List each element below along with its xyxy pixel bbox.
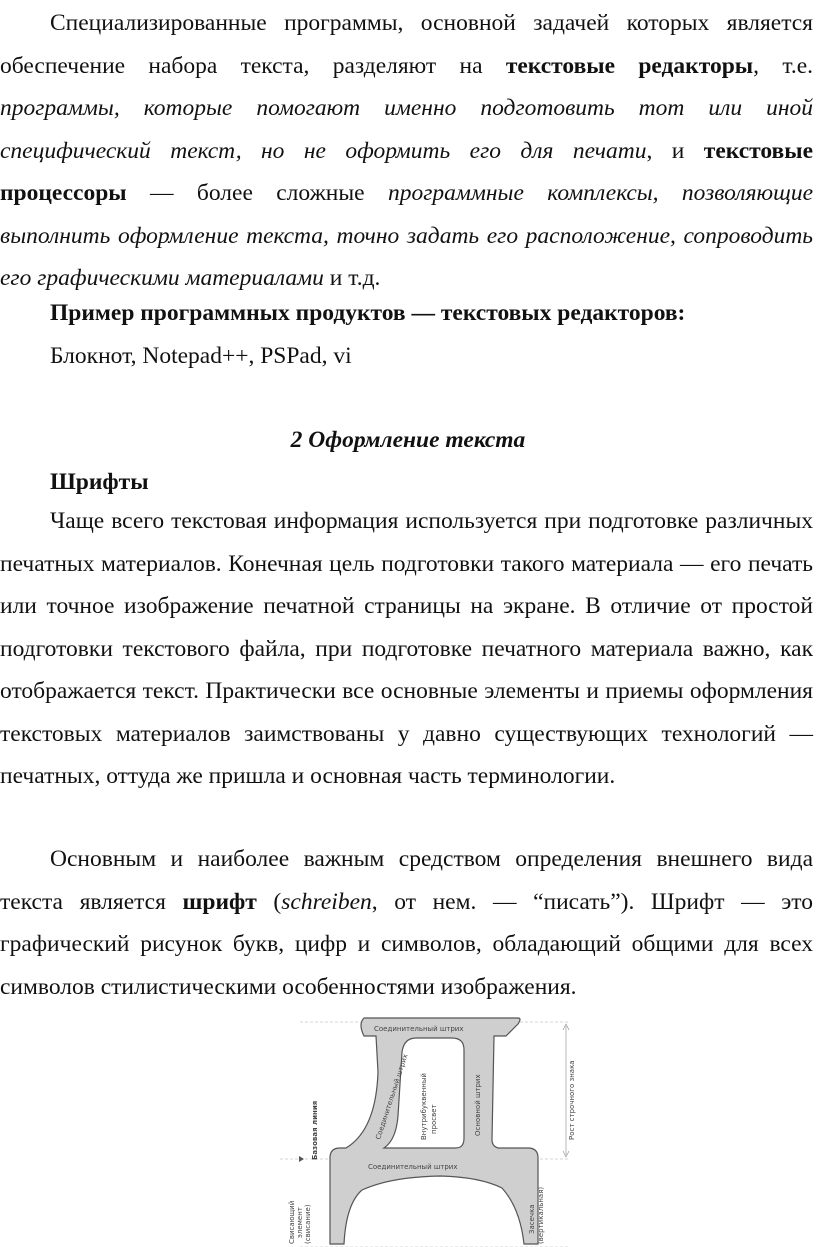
font-definition-paragraph [0,838,813,1008]
label-counter-2: просвет [430,1104,438,1134]
fonts-paragraph: Чаще всего текстовая информация используется при подготовке различных печатных материалов. Конечная цель подготовки такого материала — его печать или точное изображение печатной страницы на экране. В отличие от простой подготовки текстового файла, при подготовке печатного материала важно, как отображается текст. Практически все основные элементы и приемы оформления текстовых материалов заимствованы у давно существующих технологий — печатных, оттуда же пришла и основная часть терминологии. [0,508,813,789]
term-font: шрифт [182,888,257,915]
definition-text-processors: программные комплексы, позволяющие выполнить оформление текста, точно задать его расположение, сопроводить его графическими материалами [0,180,813,291]
text-run: , т.е. [753,52,814,79]
term-text-editors: текстовые редакторы [505,52,754,79]
examples-heading: Пример программных продуктов — текстовых редакторов: [50,300,686,326]
letter-anatomy-figure [280,1012,580,1247]
label-serif-1: Засечка [528,1204,536,1234]
label-serif-2: (вертикальная) [537,1186,545,1244]
label-top-stroke: Соединительный штрих [374,1025,464,1033]
examples-list: Блокнот, Notepad++, PSPad, vi [50,343,352,369]
term-schreiben: schreiben [281,888,372,915]
text-run: — более сложные [126,180,388,206]
section-title: 2 Оформление текста [290,427,526,453]
text-run: , и [646,137,704,164]
letter-anatomy-diagram [280,1012,580,1247]
label-hang-3: (свисание) [304,1204,312,1244]
label-cap-height: Рост строчного знака [568,1060,576,1140]
text-run: ( [256,888,282,915]
label-hang-2: элемент [296,1207,304,1238]
baseline-arrow [299,1156,304,1162]
text-run: Специализированные программы, основной задачей которых является обеспечение набора текста, разделяют на [0,10,813,79]
term-text-processors: текстовые процессоры [0,137,814,206]
text-run: Основным и наиболее важным средством определения внешнего вида текста является [0,846,813,915]
text-run: и т.д. [323,265,381,291]
subsection-title: Шрифты [50,469,149,495]
label-counter-1: Внутрибуквенный [420,1073,428,1140]
label-hang-1: Свисающий [288,1200,296,1244]
label-main-stroke: Основной штрих [474,1074,482,1136]
definition-text-editors: программы, которые помогают именно подготовить тот или иной специфический текст, но не оформить его для печати [0,95,813,164]
intro-paragraph [0,2,813,300]
label-bottom-stroke: Соединительный штрих [368,1163,458,1171]
label-diagonal-stroke: Соединительный штрих [374,1053,410,1141]
label-baseline: Базовая линия [311,1100,319,1160]
text-run: , от нем. — “писать”). Шрифт — это графический рисунок букв, цифр и символов, обладающий общими для всех символов стилистическими особенностями изображения. [0,888,814,1000]
